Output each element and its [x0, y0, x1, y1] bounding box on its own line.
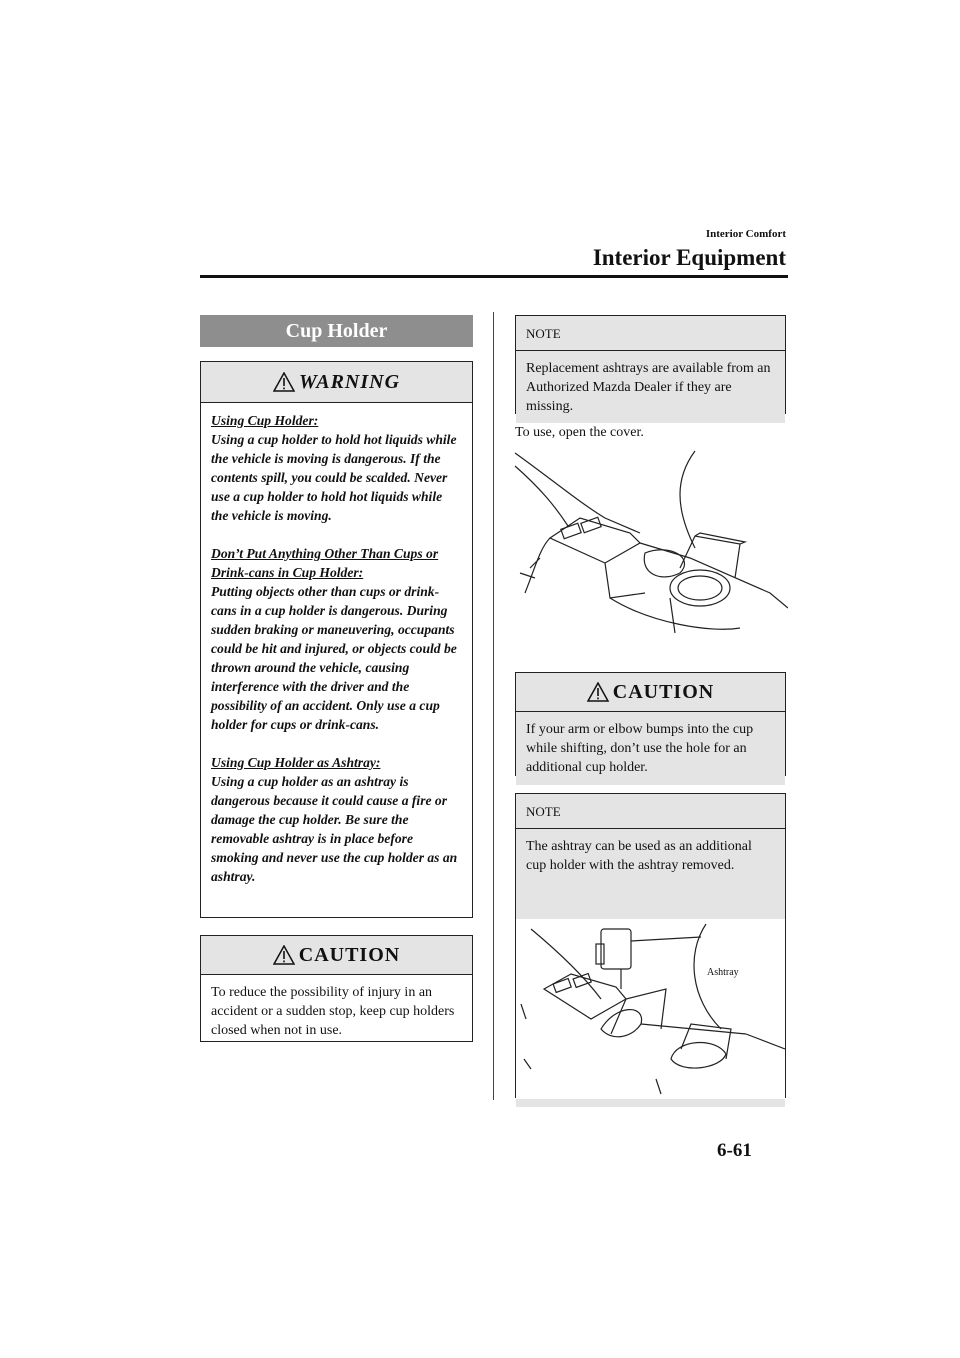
warning-item-text: Putting objects other than cups or drink-cans in a cup holder is dangerous. During sudden braking or maneuvering, occupants could be hit and injured, or objects could be thrown around the vehicle, causing interference with the driver and the possibility of an accident. Only use a cup holder for cups or drink-cans. [211, 584, 457, 732]
note-body [516, 829, 785, 1107]
ashtray-illustration [516, 919, 785, 1099]
caution-title: CAUTION [298, 943, 401, 966]
caution-header [516, 673, 785, 712]
caution-header [201, 936, 472, 975]
page-number: 6-61 [717, 1140, 752, 1161]
warning-item [211, 411, 462, 525]
warning-item-text: Using a cup holder to hold hot liquids while the vehicle is moving is dangerous. If the contents spill, you could be scalded. Never use a cup holder to hold hot liquids while the vehicle is moving. [211, 432, 457, 523]
section-banner: Cup Holder [200, 315, 473, 347]
warning-triangle-icon [273, 372, 295, 392]
caution-triangle-icon [587, 682, 609, 702]
warning-item [211, 753, 462, 886]
warning-item [211, 544, 462, 734]
note-box-1 [515, 315, 786, 414]
caution-title: CAUTION [612, 680, 715, 703]
caution-triangle-icon [273, 945, 295, 965]
caution-box-right [515, 672, 786, 776]
caution-text: If your arm or elbow bumps into the cup while shifting, don’t use the hole for an additional cup holder. [516, 712, 785, 785]
cup-holder-illustration [510, 448, 788, 648]
section-label: Interior Comfort [705, 228, 786, 240]
note-text: Replacement ashtrays are available from an Authorized Mazda Dealer if they are missing. [516, 351, 785, 423]
note-box-2 [515, 793, 786, 1098]
note-title: NOTE [516, 316, 785, 351]
caution-box-left [200, 935, 473, 1042]
column-divider [493, 312, 494, 1100]
warning-body [201, 403, 472, 886]
warning-item-heading: Using Cup Holder: [211, 413, 319, 428]
warning-box [200, 361, 473, 918]
warning-header [201, 362, 472, 403]
note-text: The ashtray can be used as an additional cup holder with the ashtray removed. [526, 839, 752, 873]
note-title: NOTE [516, 794, 785, 829]
warning-title: WARNING [298, 370, 401, 393]
figure-label-ashtray: Ashtray [707, 967, 739, 978]
header-rule [200, 275, 788, 278]
warning-item-heading: Don’t Put Anything Other Than Cups or Drink-cans in Cup Holder: [211, 546, 439, 580]
warning-item-heading: Using Cup Holder as Ashtray: [211, 755, 381, 770]
warning-item-text: Using a cup holder as an ashtray is dangerous because it could cause a fire or damage the cup holder. Be sure the removable ashtray is in place before smoking and never use the cup holder as an ashtray. [211, 774, 458, 884]
page-title: Interior Equipment [592, 245, 786, 270]
instruction-text: To use, open the cover. [515, 425, 644, 440]
caution-text: To reduce the possibility of injury in an accident or a sudden stop, keep cup holders closed when not in use. [211, 985, 455, 1038]
